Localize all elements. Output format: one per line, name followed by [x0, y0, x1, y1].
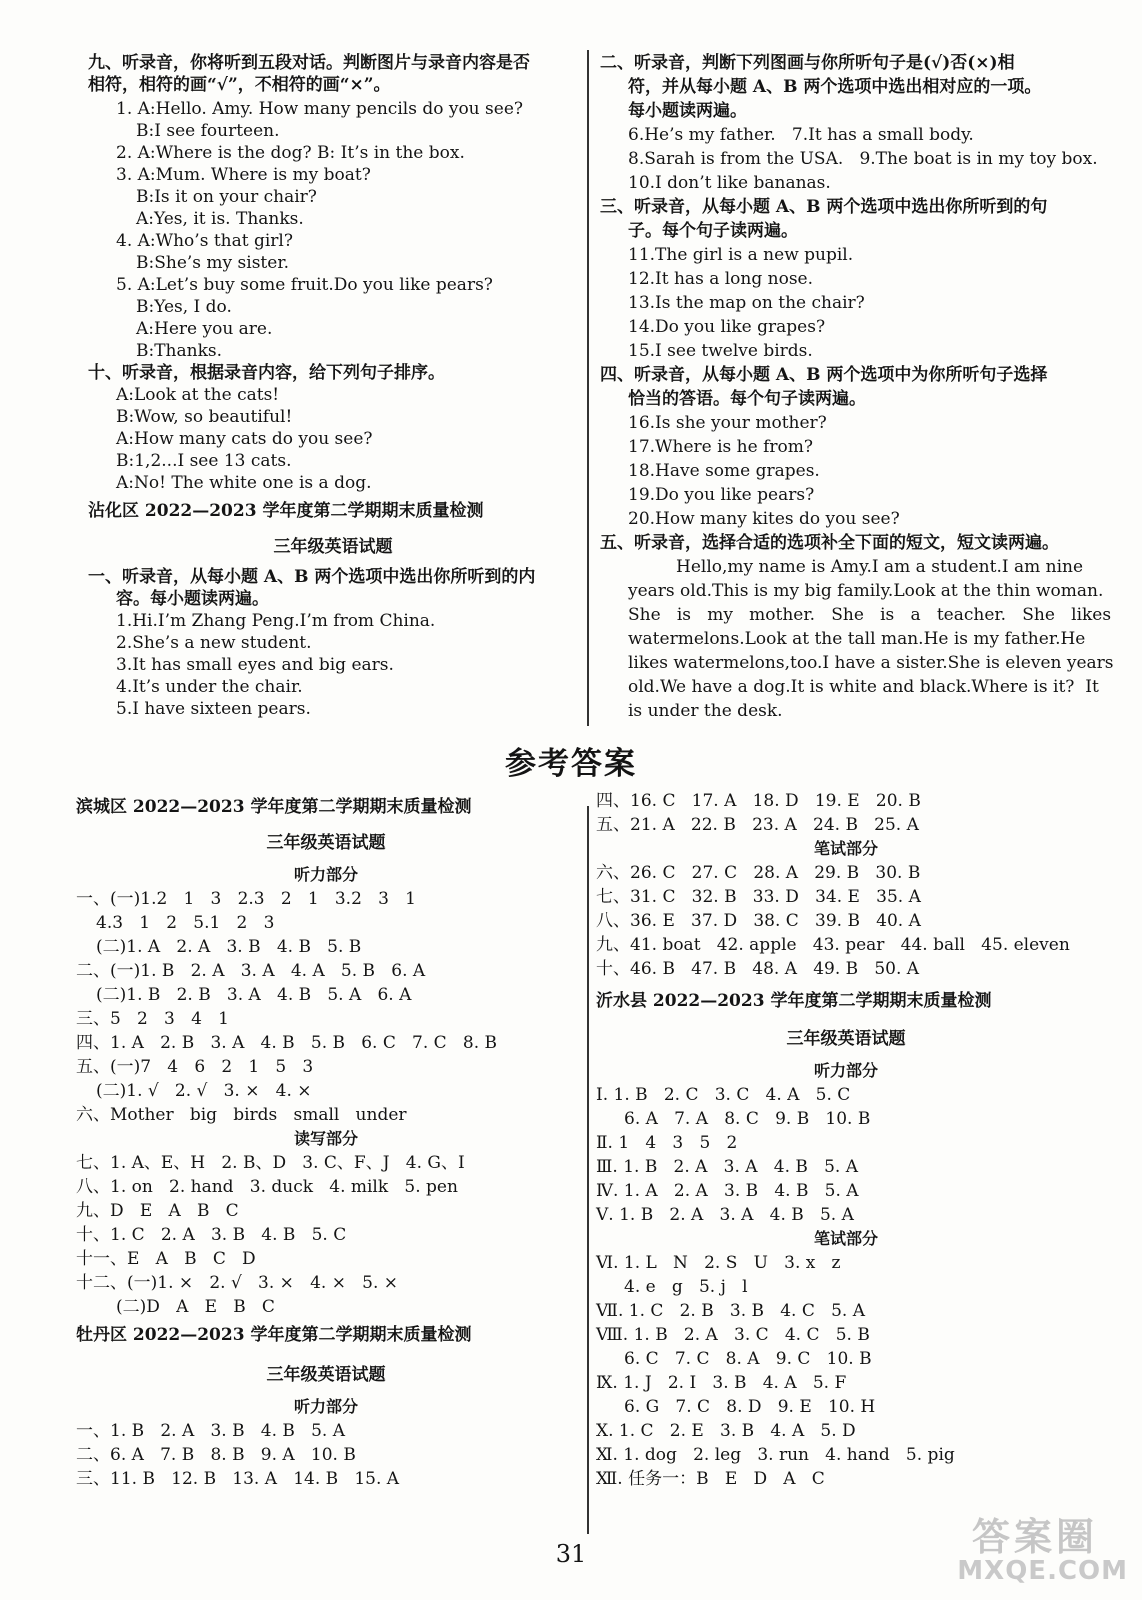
text-line: 8.Sarah is from the USA. 9.The boat is in my toy box. [628, 149, 1098, 169]
text-line: Ⅹ. 1. C 2. E 3. B 4. A 5. D [596, 1421, 856, 1441]
section-heading: 二、听录音，判断下列图画与你所听句子是(√)否(×)相 [600, 53, 1015, 73]
text-line: Ⅸ. 1. J 2. I 3. B 4. A 5. F [596, 1373, 847, 1393]
text-line: A:Look at the cats! [116, 385, 280, 405]
page-number: 31 [555, 1540, 587, 1568]
section-heading: 沂水县 2022—2023 学年度第二学期期末质量检测 [596, 991, 992, 1011]
part-heading: 听力部分 [293, 1397, 358, 1416]
test-title: 三年级英语试题 [266, 1365, 386, 1385]
section-heading: 沾化区 2022—2023 学年度第二学期期末质量检测 [88, 501, 484, 521]
text-line: A:How many cats do you see? [116, 429, 373, 449]
watermark-url: MXQE.COM [957, 1556, 1128, 1586]
column-divider-bottom [587, 806, 589, 1534]
text-line: 10.I don’t like bananas. [628, 173, 831, 193]
section-heading: 三、听录音，从每小题 A、B 两个选项中选出你所听到的句 [600, 197, 1048, 217]
text-line: Ⅵ. 1. L N 2. S U 3. x z [596, 1253, 841, 1273]
text-line: 四、1. A 2. B 3. A 4. B 5. B 6. C 7. C 8. B [76, 1033, 498, 1053]
section-heading: 四、听录音，从每小题 A、B 两个选项中为你所听句子选择 [600, 365, 1048, 385]
text-line: 2. A:Where is the dog? B: It’s in the box. [116, 143, 465, 163]
text-line: Ⅱ. 1 4 3 5 2 [596, 1133, 738, 1153]
text-line: 七、1. A、E、H 2. B、D 3. C、F、J 4. G、I [76, 1153, 465, 1173]
text-line: 六、Mother big birds small under [76, 1105, 407, 1125]
text-line: 4. e g 5. j l [624, 1277, 748, 1297]
text-line: 6. C 7. C 8. A 9. C 10. B [624, 1349, 872, 1369]
text-line: likes watermelons,too.I have a sister.She is eleven years [628, 653, 1114, 673]
section-heading: 一、听录音，从每小题 A、B 两个选项中选出你所听到的内 [88, 567, 536, 587]
part-heading: 听力部分 [293, 865, 358, 884]
text-line: 17.Where is he from? [628, 437, 813, 457]
text-line: 三、5 2 3 4 1 [76, 1009, 229, 1029]
text-line: Ⅷ. 1. B 2. A 3. C 4. C 5. B [596, 1325, 870, 1345]
text-line: B:Wow, so beautiful! [116, 407, 293, 427]
text-line: 6. G 7. C 8. D 9. E 10. H [624, 1397, 876, 1417]
text-line: B:Thanks. [136, 341, 223, 361]
text-line: 十、1. C 2. A 3. B 4. B 5. C [76, 1225, 347, 1245]
text-line: 七、31. C 32. B 33. D 34. E 35. A [596, 887, 921, 907]
text-line: 3. A:Mum. Where is my boat? [116, 165, 371, 185]
text-line: is under the desk. [628, 701, 783, 721]
text-line: 14.Do you like grapes? [628, 317, 826, 337]
text-line: 四、16. C 17. A 18. D 19. E 20. B [596, 791, 921, 811]
text-line: years old.This is my big family.Look at the thin woman. [628, 581, 1104, 601]
text-line: 15.I see twelve birds. [628, 341, 813, 361]
text-line: 16.Is she your mother? [628, 413, 827, 433]
text-line: B:Is it on your chair? [136, 187, 317, 207]
text-line: 八、36. E 37. D 38. C 39. B 40. A [596, 911, 921, 931]
text-line: (二)1. B 2. B 3. A 4. B 5. A 6. A [96, 985, 412, 1005]
text-line: 二、(一)1. B 2. A 3. A 4. A 5. B 6. A [76, 961, 426, 981]
text-line: 6. A 7. A 8. C 9. B 10. B [624, 1109, 871, 1129]
text-line: 18.Have some grapes. [628, 461, 820, 481]
text-line: Ⅻ. 任务一：B E D A C [596, 1469, 825, 1489]
text-line: 2.She’s a new student. [116, 633, 312, 653]
text-line: 1. A:Hello. Amy. How many pencils do you see? [116, 99, 523, 119]
text-line: Hello,my name is Amy.I am a student.I am nine [676, 557, 1084, 577]
section-heading: 九、听录音，你将听到五段对话。判断图片与录音内容是否 [88, 53, 530, 73]
text-line: 20.How many kites do you see? [628, 509, 900, 529]
text-line: old.We have a dog.It is white and black.Where is it? It [628, 677, 1099, 697]
section-heading: 滨城区 2022—2023 学年度第二学期期末质量检测 [76, 797, 472, 817]
section-heading: 符，并从每小题 A、B 两个选项中选出相对应的一项。 [628, 77, 1042, 97]
text-line: B:1,2...I see 13 cats. [116, 451, 292, 471]
text-line: 6.He’s my father. 7.It has a small body. [628, 125, 974, 145]
section-heading: 十、听录音，根据录音内容，给下列句子排序。 [88, 363, 445, 383]
text-line: (二)1. A 2. A 3. B 4. B 5. B [96, 937, 362, 957]
text-line: (二)D A E B C [116, 1297, 275, 1317]
text-line: 3.It has small eyes and big ears. [116, 655, 394, 675]
part-heading: 读写部分 [293, 1129, 358, 1148]
column-divider-top [587, 50, 589, 726]
text-line: watermelons.Look at the tall man.He is my father.He [628, 629, 1086, 649]
text-line: Ⅺ. 1. dog 2. leg 3. run 4. hand 5. pig [596, 1445, 955, 1465]
text-line: B:Yes, I do. [136, 297, 232, 317]
text-line: A:No! The white one is a dog. [116, 473, 372, 493]
watermark-logo [938, 1506, 1128, 1590]
text-line: 一、1. B 2. A 3. B 4. B 5. A [76, 1421, 345, 1441]
text-line: 六、26. C 27. C 28. A 29. B 30. B [596, 863, 921, 883]
section-heading: 五、听录音，选择合适的选项补全下面的短文，短文读两遍。 [600, 533, 1059, 553]
text-line: 十二、(一)1. × 2. √ 3. × 4. × 5. × [76, 1273, 399, 1293]
test-title: 三年级英语试题 [273, 537, 393, 557]
text-line: (二)1. √ 2. √ 3. × 4. × [96, 1081, 312, 1101]
text-line: 九、41. boat 42. apple 43. pear 44. ball 45. eleven [596, 935, 1070, 955]
text-line: 二、6. A 7. B 8. B 9. A 10. B [76, 1445, 356, 1465]
section-heading: 每小题读两遍。 [628, 101, 747, 121]
section-heading: 子。每个句子读两遍。 [628, 221, 798, 241]
text-line: 五、(一)7 4 6 2 1 5 3 [76, 1057, 314, 1077]
text-line: 5. A:Let’s buy some fruit.Do you like pears? [116, 275, 493, 295]
text-line: 11.The girl is a new pupil. [628, 245, 854, 265]
text-line: 一、(一)1.2 1 3 2.3 2 1 3.2 3 1 [76, 889, 416, 909]
part-heading: 笔试部分 [813, 1229, 878, 1248]
text-line: 19.Do you like pears? [628, 485, 815, 505]
text-line: 5.I have sixteen pears. [116, 699, 311, 719]
part-heading: 笔试部分 [813, 839, 878, 858]
text-line: 十、46. B 47. B 48. A 49. B 50. A [596, 959, 920, 979]
answers-title: 参考答案 [505, 746, 637, 782]
text-line: 九、D E A B C [76, 1201, 239, 1221]
text-line: B:I see fourteen. [136, 121, 280, 141]
text-line: 十一、E A B C D [76, 1249, 256, 1269]
text-line: 4. A:Who’s that girl? [116, 231, 293, 251]
text-line: Ⅲ. 1. B 2. A 3. A 4. B 5. A [596, 1157, 858, 1177]
watermark-text: 答案圈 [971, 1515, 1098, 1559]
text-line: 三、11. B 12. B 13. A 14. B 15. A [76, 1469, 400, 1489]
part-heading: 听力部分 [813, 1061, 878, 1080]
text-line: 1.Hi.I’m Zhang Peng.I’m from China. [116, 611, 436, 631]
text-line: A:Here you are. [136, 319, 273, 339]
text-line: 五、21. A 22. B 23. A 24. B 25. A [596, 815, 919, 835]
section-heading: 容。每小题读两遍。 [116, 589, 269, 609]
section-heading: 恰当的答语。每个句子读两遍。 [628, 389, 866, 409]
text-line: Ⅴ. 1. B 2. A 3. A 4. B 5. A [596, 1205, 854, 1225]
test-title: 三年级英语试题 [266, 833, 386, 853]
text-line: 4.3 1 2 5.1 2 3 [96, 913, 275, 933]
text-line: B:She’s my sister. [136, 253, 289, 273]
section-heading: 牡丹区 2022—2023 学年度第二学期期末质量检测 [76, 1325, 472, 1345]
text-line: 4.It’s under the chair. [116, 677, 303, 697]
test-title: 三年级英语试题 [786, 1029, 906, 1049]
text-line: A:Yes, it is. Thanks. [136, 209, 304, 229]
text-line: 12.It has a long nose. [628, 269, 814, 289]
text-line: Ⅳ. 1. A 2. A 3. B 4. B 5. A [596, 1181, 859, 1201]
text-line: Ⅶ. 1. C 2. B 3. B 4. C 5. A [596, 1301, 865, 1321]
section-heading: 相符，相符的画“√”，不相符的画“×”。 [88, 75, 391, 95]
text-line: She is my mother. She is a teacher. She likes [628, 605, 1112, 625]
text-line: 八、1. on 2. hand 3. duck 4. milk 5. pen [76, 1177, 458, 1197]
text-line: 13.Is the map on the chair? [628, 293, 865, 313]
text-line: Ⅰ. 1. B 2. C 3. C 4. A 5. C [596, 1085, 851, 1105]
